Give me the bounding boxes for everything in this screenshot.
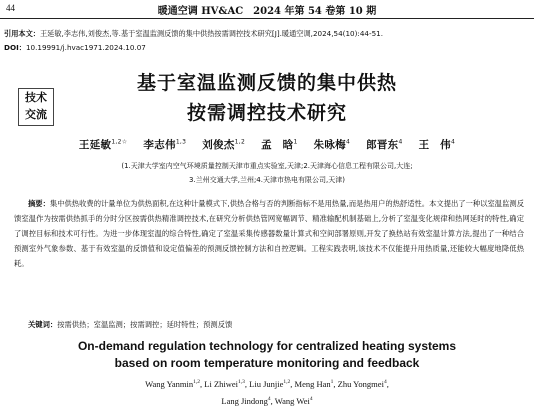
author-en: Meng Han$^1$ bbox=[294, 379, 334, 389]
author-en: Lang Jindong$^4$ bbox=[221, 396, 271, 406]
authors-en-line-2: Lang Jindong$^4$, Wang Wei$^4$ bbox=[221, 396, 313, 406]
citation-text: 王延敏,李志伟,刘俊杰,等.基于室温监测反馈的集中供热按需调控技术研究[J].暖通空调,2024,54(10):44-51. bbox=[39, 29, 384, 38]
title-cn-line-1: 基于室温监测反馈的集中供热 bbox=[136, 72, 397, 94]
author-cn: 王延敏$^{1,2☆}$ bbox=[78, 138, 128, 151]
keywords-label: 关键词： bbox=[28, 320, 58, 329]
abstract-label: 摘要： bbox=[28, 199, 50, 208]
author-en: Liu Junjie$^{1,2}$ bbox=[249, 379, 291, 389]
authors-cn bbox=[0, 137, 534, 152]
doi-line bbox=[4, 41, 532, 55]
title-cn-line-2: 按需调控技术研究 bbox=[186, 102, 347, 124]
citation-label: 引用本文： bbox=[4, 29, 40, 38]
citation-block bbox=[4, 27, 532, 55]
title-en-line-2: based on room temperature monitoring and feedback bbox=[114, 356, 420, 370]
authors-en-line-1: Wang Yanmin$^{1,2}$, Li Zhiwei$^{1,3}$, Liu Junjie$^{1,2}$, Meng Han$^1$, Zhu Yongmei$^4$, bbox=[145, 379, 389, 389]
author-cn: 孟 晗$^1$ bbox=[261, 138, 298, 151]
doi-label: DOI： bbox=[4, 43, 26, 52]
author-en: Wang Wei$^4$ bbox=[274, 396, 313, 406]
journal-name: 暖通空调 HV&AC 2024 年第 54 卷第 10 期 bbox=[157, 6, 377, 17]
keywords bbox=[28, 320, 232, 330]
running-header bbox=[0, 0, 534, 19]
author-cn: 朱咏梅$^4$ bbox=[313, 138, 351, 151]
author-en: Zhu Yongmei$^4$ bbox=[337, 379, 387, 389]
keywords-text: 按需供热；室温监测；按需调控；延时特性；预测反馈 bbox=[57, 320, 233, 329]
abstract bbox=[14, 196, 524, 271]
author-cn: 郎晋东$^4$ bbox=[366, 138, 403, 151]
citation-line bbox=[4, 27, 532, 41]
badge-line-1: 技术 bbox=[25, 91, 47, 104]
page-number: 44 bbox=[6, 3, 15, 13]
author-cn: 刘俊杰$^{1,2}$ bbox=[202, 138, 246, 151]
title-en-line-1: On-demand regulation technology for centralized heating systems bbox=[77, 339, 457, 353]
badge-line-2: 交流 bbox=[25, 108, 47, 121]
affiliation-line-1: (1.天津大学室内空气环境质量控制天津市重点实验室,天津;2.天津海心信息工程有限公司,大连; bbox=[121, 162, 413, 170]
abstract-text: 集中供热收费的计量单位为供热面积,在这种计量模式下,供热合格与否的判断指标不是用热量,而是热用户的热舒适性。本文提出了一种以室温监测反馈室温作为按需供热抓手的分时分区按需供热精准调控技术,在研究分析供热管网宽幅调节、精准输配机制基础上,分析了室温变化规律和热网延时的特性,确定了调控目标和技术可行性。为进一步体现室温的综合特性,确定了室温采集传感器数量计算式和空间部署原则,开发了换热站有效室温计算方法,提出了一种结合预测室外气象参数、基于有效室温的反馈值和设定值偏差的预测反馈控制方法和自控逻辑。工程实践表明,该技术不仅能提升用热质量,还能较大幅度地降低热耗。 bbox=[14, 199, 524, 268]
author-cn: 李志伟$^{1,3}$ bbox=[143, 138, 187, 151]
author-en: Wang Yanmin$^{1,2}$ bbox=[145, 379, 201, 389]
author-cn: 王 伟$^4$ bbox=[418, 138, 456, 151]
doi-value: 10.19991/j.hvac1971.2024.10.07 bbox=[25, 43, 146, 52]
affiliation-line-2: 3.兰州交通大学,兰州;4.天津市热电有限公司,天津) bbox=[189, 176, 345, 184]
author-en: Li Zhiwei$^{1,3}$ bbox=[204, 379, 245, 389]
